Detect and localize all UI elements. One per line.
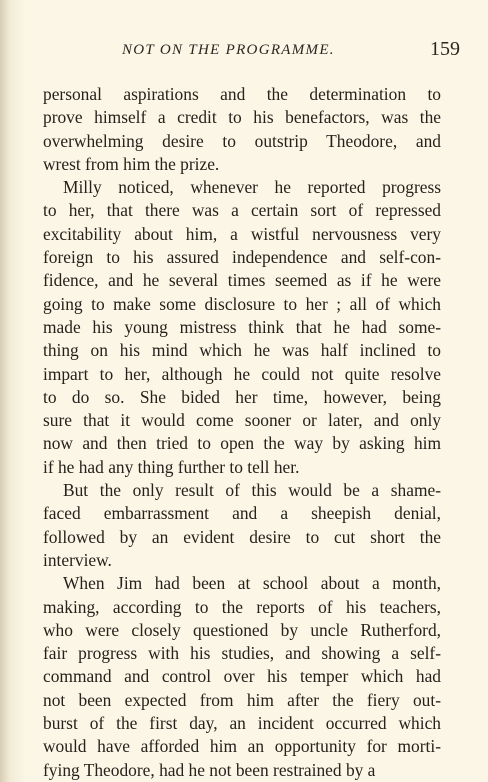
text-line: burst of the first day, an incident occurred which	[43, 713, 441, 734]
text-line: But the only result of this would be a shame-	[63, 480, 441, 501]
text-line: foreign to his assured independence and self-con-	[43, 247, 441, 268]
text-line: wrest from him the prize.	[43, 153, 220, 174]
text-line: made his young mistress think that he had some-	[43, 316, 441, 337]
text-line: followed by an evident desire to cut short the	[43, 526, 441, 547]
text-line: faced embarrassment and a sheepish denial,	[43, 503, 441, 524]
body-text	[43, 83, 441, 782]
text-line: going to make some disclosure to her ; all of which	[43, 293, 441, 314]
text-line: fair progress with his studies, and showing a self-	[43, 643, 441, 664]
paragraph	[43, 83, 441, 176]
text-line: not been expected from him after the fiery out-	[43, 689, 441, 710]
running-head	[40, 38, 460, 62]
text-line: personal aspirations and the determination to	[43, 84, 441, 104]
paragraph	[43, 572, 441, 782]
text-line: fying Theodore, had he not been restrained by a	[43, 759, 376, 780]
paragraph	[43, 479, 441, 572]
text-line: to do so. She bided her time, however, being	[43, 386, 441, 407]
text-line: overwhelming desire to outstrip Theodore, and	[43, 130, 441, 151]
text-line: would have afforded him an opportunity for morti-	[43, 736, 441, 757]
text-line: excitability about him, a wistful nervousness very	[43, 223, 441, 244]
paragraph	[43, 176, 441, 479]
text-line: When Jim had been at school about a month,	[63, 573, 441, 594]
text-line: prove himself a credit to his benefactors, was the	[43, 107, 441, 128]
text-line: who were closely questioned by uncle Rutherford,	[43, 619, 441, 640]
text-line: Milly noticed, whenever he reported progress	[63, 177, 441, 198]
text-line: interview.	[43, 549, 112, 570]
page-number: 159	[430, 38, 460, 60]
text-line: sure that it would come sooner or later, and only	[43, 410, 441, 431]
text-line: fidence, and he several times seemed as if he were	[43, 270, 441, 291]
text-line: impart to her, although he could not quite resolve	[43, 363, 441, 384]
text-line: making, according to the reports of his teachers,	[43, 596, 441, 617]
text-line: now and then tried to open the way by asking him	[43, 433, 441, 454]
text-line: to her, that there was a certain sort of repressed	[43, 200, 441, 221]
text-line: command and control over his temper which had	[43, 666, 441, 687]
running-title: NOT ON THE PROGRAMME.	[122, 42, 335, 58]
text-line: thing on his mind which he was half inclined to	[43, 340, 441, 361]
text-line: if he had any thing further to tell her.	[43, 456, 300, 477]
